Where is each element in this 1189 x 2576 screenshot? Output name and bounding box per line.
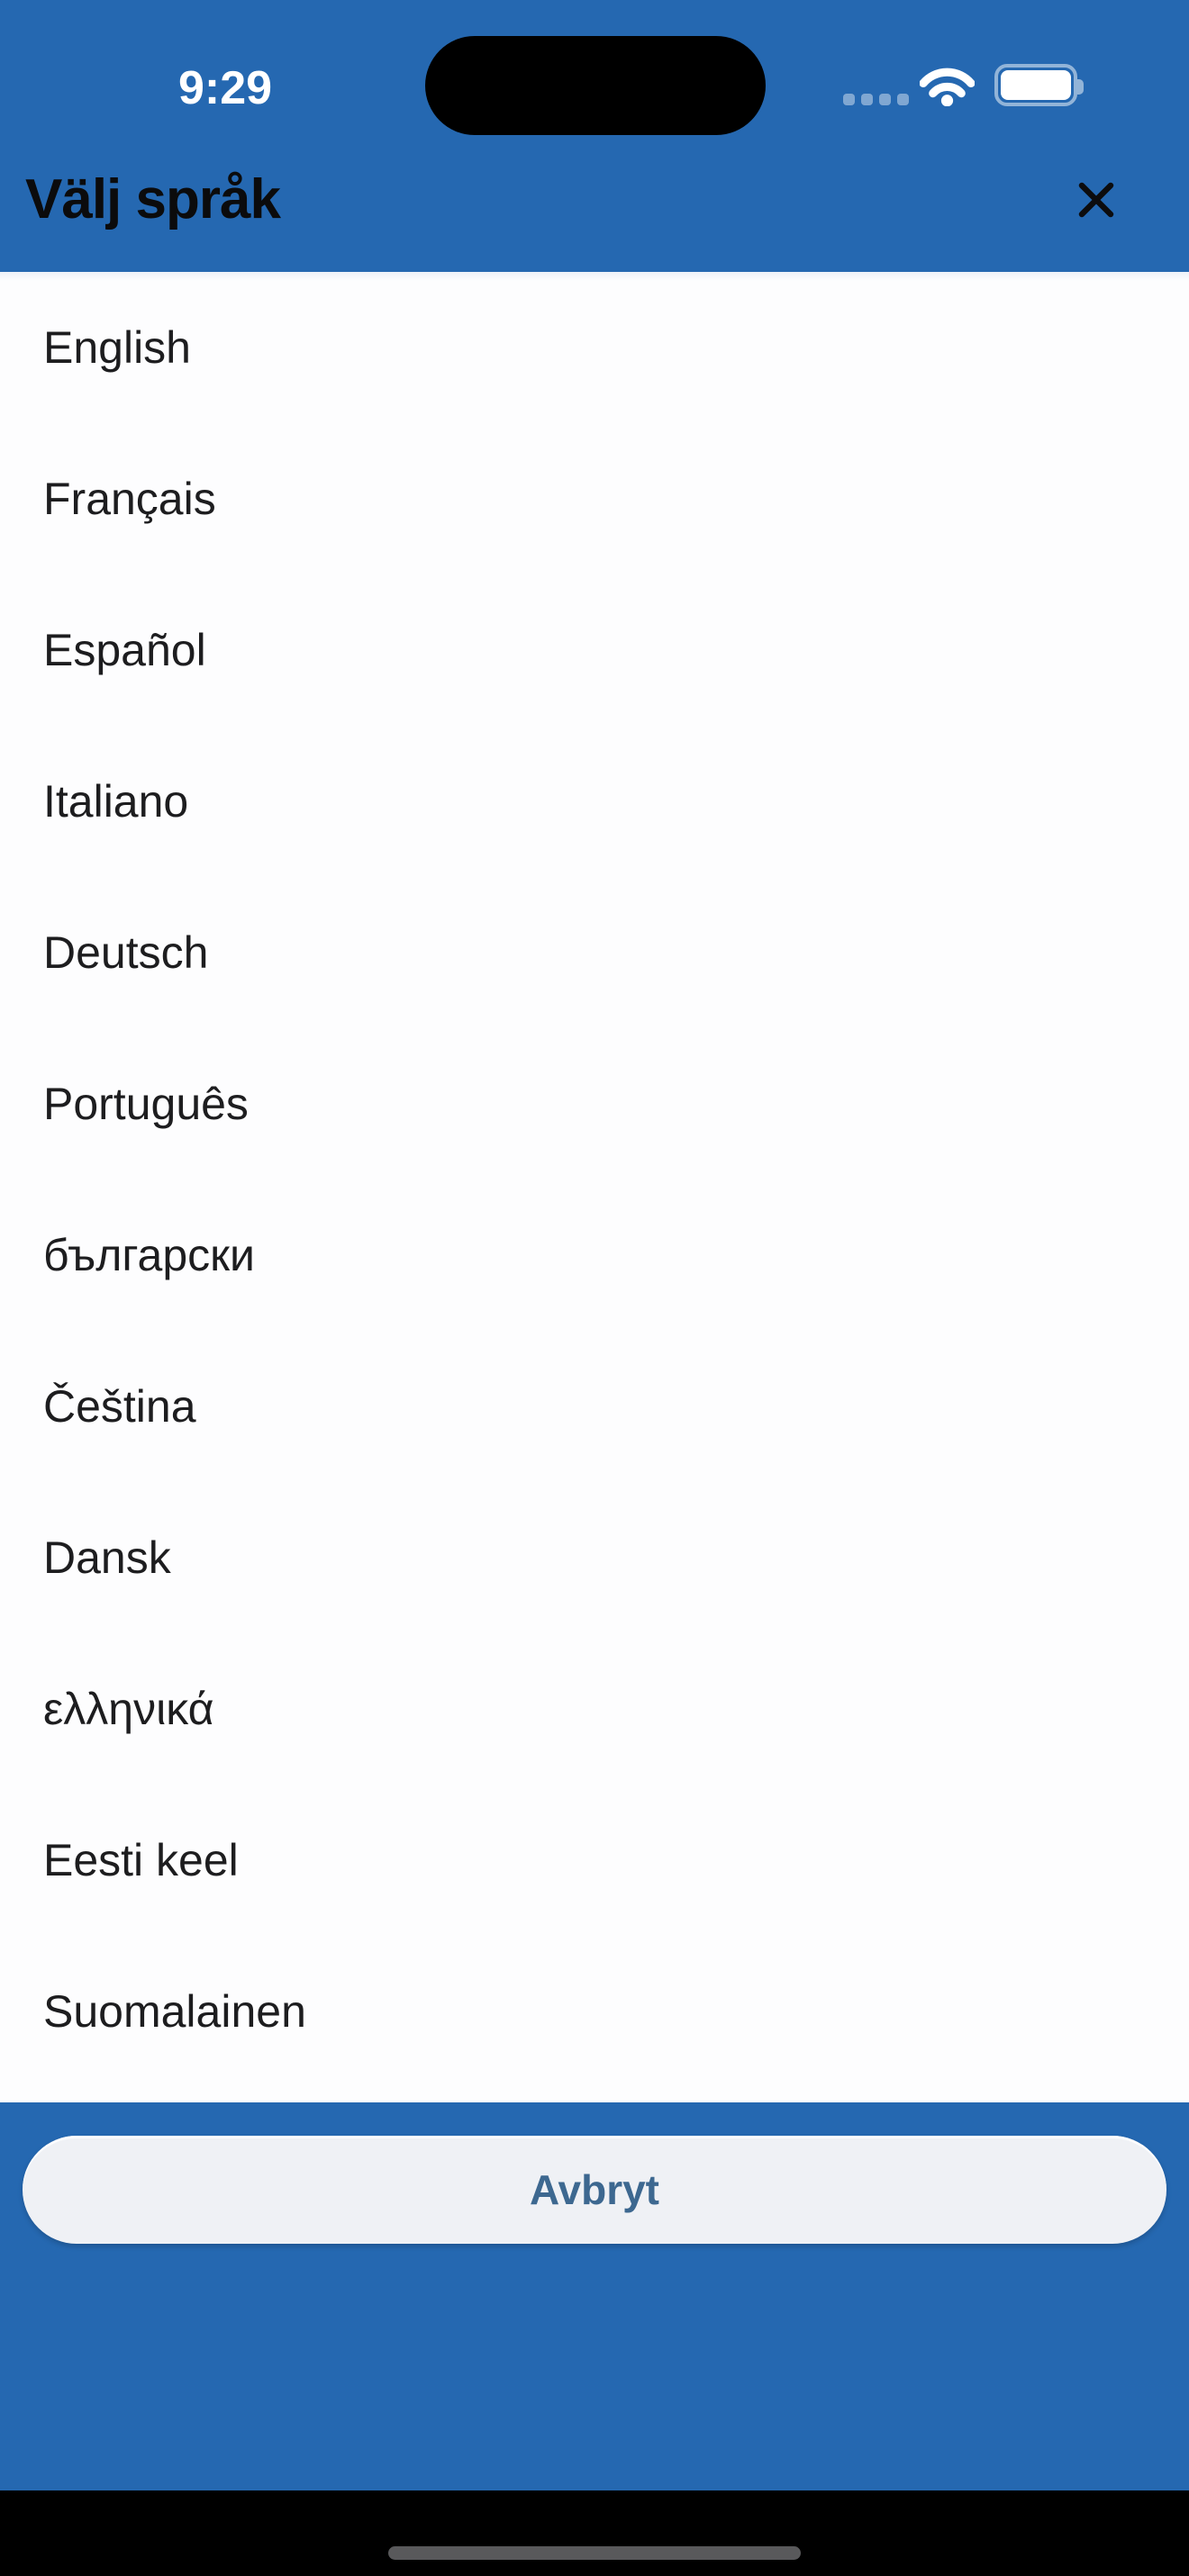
language-label: Français xyxy=(43,474,216,524)
language-label: Eesti keel xyxy=(43,1835,239,1885)
close-button[interactable] xyxy=(1071,175,1121,225)
cellular-signal-icon xyxy=(843,94,909,105)
status-time: 9:29 xyxy=(177,62,273,114)
wifi-icon xyxy=(920,66,975,106)
battery-level xyxy=(1001,70,1071,100)
language-item[interactable] xyxy=(0,1028,1189,1180)
home-indicator[interactable] xyxy=(388,2546,801,2560)
battery-cap xyxy=(1077,79,1084,95)
language-label: ελληνικά xyxy=(43,1684,214,1734)
cancel-button[interactable]: Avbryt xyxy=(23,2136,1166,2244)
language-label: Español xyxy=(43,625,206,675)
language-item[interactable] xyxy=(0,423,1189,574)
header xyxy=(0,0,1189,272)
page-title: Välj språk xyxy=(25,168,280,230)
language-item[interactable] xyxy=(0,877,1189,1028)
language-label: Italiano xyxy=(43,776,189,827)
language-item[interactable] xyxy=(0,1936,1189,2087)
close-icon xyxy=(1076,180,1116,220)
language-item[interactable] xyxy=(0,726,1189,877)
language-label: Português xyxy=(43,1079,249,1129)
language-label: български xyxy=(43,1230,255,1280)
language-label: English xyxy=(43,322,191,373)
footer xyxy=(0,2102,1189,2490)
language-item[interactable] xyxy=(0,1633,1189,1785)
language-label: Suomalainen xyxy=(43,1986,306,2037)
language-item[interactable] xyxy=(0,1331,1189,1482)
language-item[interactable] xyxy=(0,1785,1189,1936)
language-item[interactable] xyxy=(0,574,1189,726)
bottom-bar xyxy=(0,2490,1189,2576)
language-item[interactable] xyxy=(0,272,1189,423)
language-label: Čeština xyxy=(43,1381,196,1432)
title-bar xyxy=(0,144,1189,272)
battery-icon xyxy=(994,64,1077,106)
status-bar xyxy=(0,0,1189,144)
dynamic-island xyxy=(425,36,766,135)
language-item[interactable] xyxy=(0,1180,1189,1331)
language-list xyxy=(0,272,1189,2102)
language-label: Deutsch xyxy=(43,927,209,978)
language-label: Dansk xyxy=(43,1532,171,1583)
language-item[interactable] xyxy=(0,1482,1189,1633)
